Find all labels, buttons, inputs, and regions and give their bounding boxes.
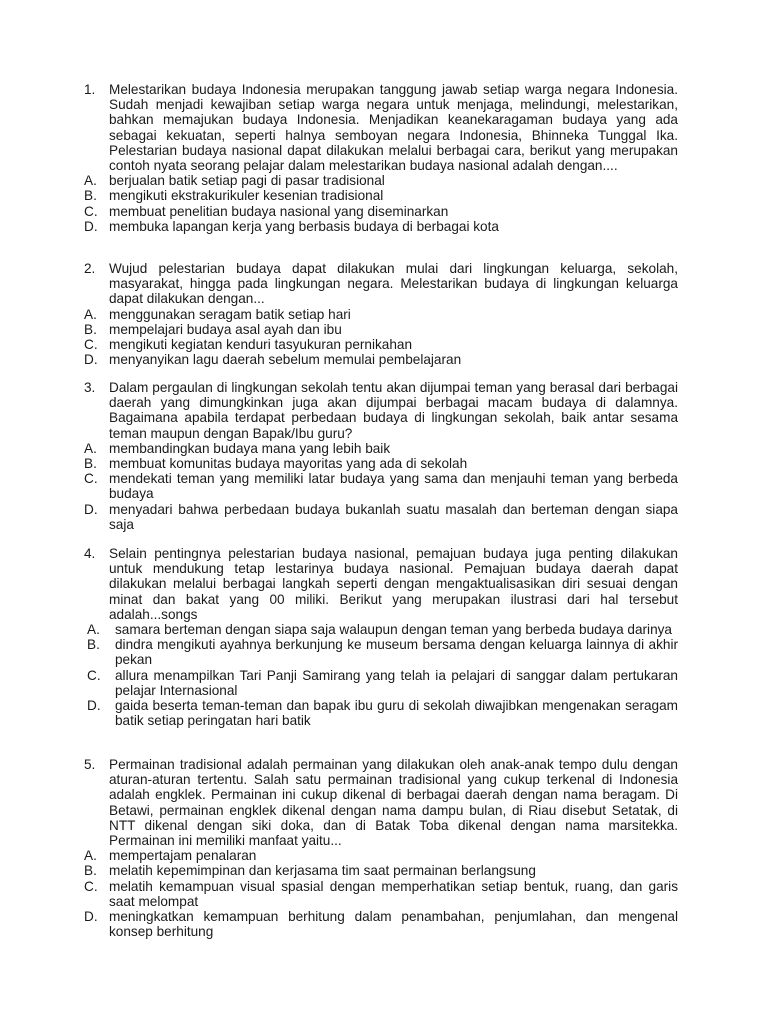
option-d[interactable] bbox=[84, 501, 678, 532]
option-text: melatih kepemimpinan dan kerjasama tim saat permainan berlangsung bbox=[109, 863, 536, 879]
option-letter: B. bbox=[84, 863, 97, 879]
option-d[interactable] bbox=[84, 909, 678, 940]
question-4 bbox=[84, 546, 678, 728]
question-text: Melestarikan budaya Indonesia merupakan tanggung jawab setiap warga negara Indonesia. Sudah menjadi kewajiban setiap warga negara untuk menjaga, melindungi, melestarikan, bahkan memajukan budaya Indonesia. Menjadikan keanekaragaman budaya yang ada sebagai kekuatan, seperti halnya semboyan negara Indonesia, Bhinneka Tunggal Ika. Pelestarian budaya nasional dapat dilakukan melalui berbagai cara, berikut yang merupakan contoh nyata seorang pelajar dalam melestarikan budaya nasional adalah dengan.... bbox=[109, 82, 678, 174]
option-letter: D. bbox=[84, 352, 98, 368]
option-letter: D. bbox=[87, 698, 101, 714]
option-c[interactable] bbox=[84, 337, 678, 353]
option-c[interactable] bbox=[84, 203, 678, 219]
option-text: menyanyikan lagu daerah sebelum memulai pembelajaran bbox=[109, 352, 462, 368]
question-number: 5. bbox=[84, 757, 96, 772]
option-text: mempelajari budaya asal ayah dan ibu bbox=[109, 321, 342, 337]
option-text: mempertajam penalaran bbox=[109, 848, 257, 864]
option-text: mengikuti ekstrakurikuler kesenian tradisional bbox=[109, 188, 384, 204]
question-number: 3. bbox=[84, 380, 96, 395]
option-a[interactable] bbox=[84, 440, 678, 456]
option-a[interactable] bbox=[84, 306, 678, 322]
option-text: mengikuti kegiatan kenduri tasyukuran pernikahan bbox=[109, 337, 413, 353]
option-b[interactable] bbox=[84, 456, 678, 472]
option-text: gaida beserta teman-teman dan bapak ibu guru di sekolah diwajibkan mengenakan seragam batik setiap peringatan hari batik bbox=[115, 698, 678, 729]
option-letter: B. bbox=[84, 456, 97, 472]
question-number: 2. bbox=[84, 261, 96, 276]
option-b[interactable] bbox=[84, 321, 678, 337]
option-c[interactable] bbox=[84, 878, 678, 909]
option-text: berjualan batik setiap pagi di pasar tradisional bbox=[109, 173, 385, 189]
option-letter: C. bbox=[84, 878, 98, 894]
option-letter: A. bbox=[84, 306, 97, 322]
option-letter: C. bbox=[87, 667, 101, 683]
option-text: menyadari bahwa perbedaan budaya bukanlah suatu masalah dan berteman dengan siapa saja bbox=[109, 501, 678, 532]
option-list bbox=[84, 848, 678, 940]
option-a[interactable] bbox=[84, 848, 678, 864]
option-text: membandingkan budaya mana yang lebih baik bbox=[109, 440, 391, 456]
option-letter: D. bbox=[84, 501, 98, 517]
option-text: menggunakan seragam batik setiap hari bbox=[109, 306, 351, 322]
option-letter: C. bbox=[84, 203, 98, 219]
option-letter: B. bbox=[84, 321, 97, 337]
option-c[interactable] bbox=[87, 667, 678, 698]
question-text: Permainan tradisional adalah permainan yang dilakukan oleh anak-anak tempo dulu dengan aturan-aturan tertentu. Salah satu permainan tradisional yang cukup terkenal di Indonesia adalah engklek. Permainan ini cukup dikenal di berbagai daerah dengan nama beragam. Di Betawi, permainan engklek dikenal dengan nama dampu bulan, di Riau disebut Setatak, di NTT dikenal dengan siki doka, dan di Batak Toba dikenal dengan nama marsitekka. Permainan ini memiliki manfaat yaitu... bbox=[109, 757, 678, 849]
option-letter: D. bbox=[84, 218, 98, 234]
option-letter: C. bbox=[84, 471, 98, 487]
option-b[interactable] bbox=[84, 863, 678, 879]
option-text: melatih kemampuan visual spasial dengan memperhatikan setiap bentuk, ruang, dan garis saat melompat bbox=[109, 878, 678, 909]
option-letter: C. bbox=[84, 337, 98, 353]
option-d[interactable] bbox=[84, 218, 678, 234]
option-text: meningkatkan kemampuan berhitung dalam penambahan, penjumlahan, dan mengenal konsep berhitung bbox=[109, 909, 678, 940]
question-text: Wujud pelestarian budaya dapat dilakukan mulai dari lingkungan keluarga, sekolah, masyarakat, hingga pada lingkungan negara. Melestarikan budaya di lingkungan keluarga dapat dilakukan dengan... bbox=[109, 261, 678, 307]
option-b[interactable] bbox=[87, 637, 678, 668]
option-list bbox=[84, 173, 678, 234]
question-3 bbox=[84, 380, 678, 532]
question-number: 4. bbox=[84, 546, 96, 561]
question-number: 1. bbox=[84, 82, 96, 97]
option-letter: A. bbox=[87, 622, 100, 638]
option-text: allura menampilkan Tari Panji Samirang yang telah ia pelajari di sanggar dalam pertukaran pelajar Internasional bbox=[115, 667, 678, 698]
option-text: membuka lapangan kerja yang berbasis budaya di berbagai kota bbox=[109, 218, 499, 234]
question-text: Dalam pergaulan di lingkungan sekolah tentu akan dijumpai teman yang berasal dari berbagai daerah yang dimungkinkan juga akan dijumpai berbagai macam budaya di dalamnya. Bagaimana apabila terdapat perbedaan budaya di lingkungan sekolah, baik antar sesama teman maupun dengan Bapak/Ibu guru? bbox=[109, 380, 678, 441]
question-5 bbox=[84, 757, 678, 939]
option-text: mendekati teman yang memiliki latar budaya yang sama dan menjauhi teman yang berbeda budaya bbox=[109, 471, 678, 502]
option-text: dindra mengikuti ayahnya berkunjung ke museum bersama dengan keluarga lainnya di akhir pekan bbox=[115, 637, 678, 668]
option-d[interactable] bbox=[87, 698, 678, 729]
option-letter: A. bbox=[84, 440, 97, 456]
option-letter: B. bbox=[84, 188, 97, 204]
option-list bbox=[84, 306, 678, 368]
option-letter: D. bbox=[84, 909, 98, 925]
option-list bbox=[84, 440, 678, 532]
question-text: Selain pentingnya pelestarian budaya nasional, pemajuan budaya juga penting dilakukan untuk mendukung tetap lestarinya budaya nasional. Pemajuan budaya daerah dapat dilakukan melalui berbagai langkah seperti dengan mengaktualisasikan diri sesuai dengan minat dan bakat yang 00 miliki. Berikut yang merupakan ilustrasi dari hal tersebut adalah...songs bbox=[109, 546, 678, 622]
option-letter: A. bbox=[84, 848, 97, 864]
option-text: membuat penelitian budaya nasional yang diseminarkan bbox=[109, 203, 449, 219]
option-text: membuat komunitas budaya mayoritas yang ada di sekolah bbox=[109, 456, 468, 472]
option-letter: B. bbox=[87, 637, 100, 653]
option-c[interactable] bbox=[84, 471, 678, 502]
option-text: samara berteman dengan siapa saja walaupun dengan teman yang berbeda budaya darinya bbox=[115, 622, 672, 638]
option-a[interactable] bbox=[84, 173, 678, 189]
option-list bbox=[87, 622, 678, 729]
question-1 bbox=[84, 82, 678, 234]
option-b[interactable] bbox=[84, 188, 678, 204]
option-d[interactable] bbox=[84, 352, 678, 368]
question-2 bbox=[84, 261, 678, 367]
option-a[interactable] bbox=[87, 622, 678, 638]
option-letter: A. bbox=[84, 173, 97, 189]
